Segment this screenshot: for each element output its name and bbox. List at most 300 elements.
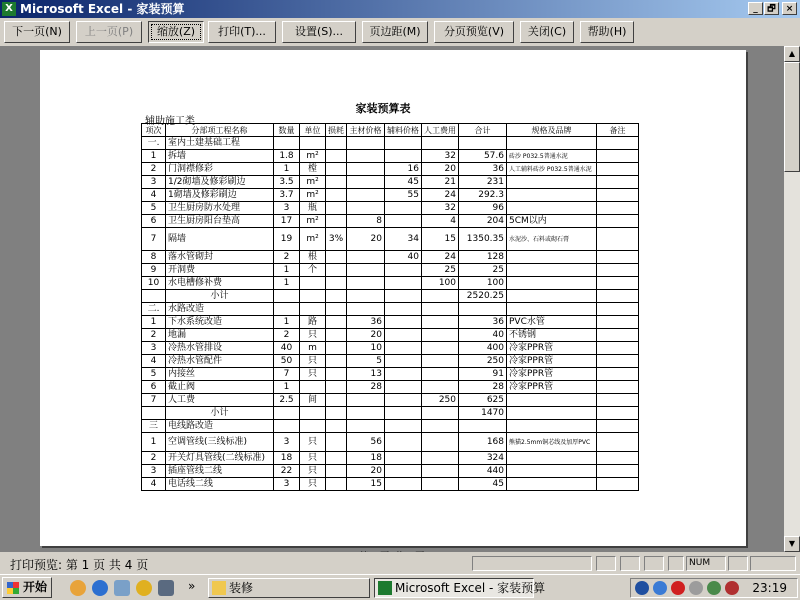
table-cell	[142, 290, 166, 303]
window-title: Microsoft Excel - 家装预算	[20, 2, 185, 16]
table-cell: 45	[385, 176, 422, 189]
table-cell: 8	[347, 215, 385, 228]
table-row	[142, 251, 639, 264]
table-cell	[385, 202, 422, 215]
table-cell: 水泥沙、石料或砌石膏	[507, 228, 597, 251]
table-cell: 卫生厨房防水处理	[166, 202, 274, 215]
table-cell	[347, 407, 385, 420]
table-cell: 50	[274, 355, 300, 368]
table-cell: 128	[459, 251, 507, 264]
table-cell	[597, 316, 639, 329]
table-cell	[597, 433, 639, 452]
table-cell: 只	[300, 465, 326, 478]
subtotal-row	[142, 290, 639, 303]
table-cell: 电话线二线	[166, 478, 274, 491]
column-header: 单位	[300, 124, 326, 137]
table-cell	[422, 420, 459, 433]
table-row	[142, 316, 639, 329]
status-panel	[596, 556, 616, 571]
minimize-button[interactable]: _	[748, 2, 763, 15]
table-cell: 冷家PPR管	[507, 381, 597, 394]
table-cell	[385, 303, 422, 316]
table-cell	[597, 452, 639, 465]
table-cell	[385, 433, 422, 452]
table-cell: 36	[459, 316, 507, 329]
title-bar	[0, 0, 800, 18]
task-label: Microsoft Excel - 家装预算	[395, 581, 546, 595]
windows-logo-icon	[7, 582, 19, 594]
table-cell: 25	[422, 264, 459, 277]
table-cell	[326, 150, 347, 163]
table-cell: 32	[422, 150, 459, 163]
table-cell: 20	[347, 465, 385, 478]
table-cell: 只	[300, 355, 326, 368]
table-cell: 1350.35	[459, 228, 507, 251]
network-icon[interactable]	[689, 581, 703, 595]
table-cell: 7	[142, 228, 166, 251]
table-cell: 樘	[300, 163, 326, 176]
table-cell	[507, 407, 597, 420]
table-cell	[597, 215, 639, 228]
table-cell	[274, 303, 300, 316]
table-cell: 冷家PPR管	[507, 342, 597, 355]
table-cell	[422, 303, 459, 316]
table-cell: 15	[347, 478, 385, 491]
table-cell: 二.	[142, 303, 166, 316]
table-cell	[597, 228, 639, 251]
table-cell	[597, 251, 639, 264]
table-cell: 3	[274, 202, 300, 215]
scroll-down-icon[interactable]: ▼	[784, 536, 800, 552]
table-cell: 5CM以内	[507, 215, 597, 228]
table-cell: 地漏	[166, 329, 274, 342]
table-cell: 100	[459, 277, 507, 290]
table-cell	[507, 394, 597, 407]
table-cell: 内接丝	[166, 368, 274, 381]
table-cell	[459, 137, 507, 150]
table-cell: 拆墙	[166, 150, 274, 163]
table-cell	[274, 290, 300, 303]
table-cell	[385, 137, 422, 150]
table-cell	[300, 290, 326, 303]
table-row	[142, 228, 639, 251]
table-cell	[422, 329, 459, 342]
table-cell	[347, 163, 385, 176]
status-panel	[750, 556, 796, 571]
table-cell	[300, 420, 326, 433]
table-row	[142, 355, 639, 368]
status-panel	[668, 556, 684, 571]
table-cell: 91	[459, 368, 507, 381]
task-label: 装修	[229, 581, 254, 595]
table-cell	[326, 355, 347, 368]
table-cell	[326, 303, 347, 316]
table-cell: 3.5	[274, 176, 300, 189]
table-cell	[385, 215, 422, 228]
table-cell	[597, 202, 639, 215]
table-cell	[597, 407, 639, 420]
scroll-up-icon[interactable]: ▲	[784, 46, 800, 62]
table-row	[142, 163, 639, 176]
table-cell	[347, 277, 385, 290]
table-row	[142, 342, 639, 355]
table-cell: 3	[274, 478, 300, 491]
table-cell: 3	[142, 342, 166, 355]
table-cell: 55	[385, 189, 422, 202]
subtotal-row	[142, 407, 639, 420]
table-cell: 3%	[326, 228, 347, 251]
table-cell	[507, 176, 597, 189]
table-cell: 28	[347, 381, 385, 394]
table-cell	[347, 150, 385, 163]
table-cell: 400	[459, 342, 507, 355]
table-row	[142, 329, 639, 342]
close-preview-button[interactable]: 关闭(C)	[520, 21, 574, 43]
table-cell: 只	[300, 368, 326, 381]
table-cell: 4	[142, 189, 166, 202]
table-cell: 4	[142, 355, 166, 368]
table-cell: 电线路改造	[166, 420, 274, 433]
table-cell	[326, 202, 347, 215]
table-cell: 40	[274, 342, 300, 355]
table-cell: 57.6	[459, 150, 507, 163]
table-cell: 32	[422, 202, 459, 215]
firefox-icon[interactable]	[70, 580, 86, 596]
table-cell: 只	[300, 452, 326, 465]
table-cell	[507, 478, 597, 491]
table-cell	[326, 163, 347, 176]
table-cell: 25	[459, 264, 507, 277]
table-row	[142, 381, 639, 394]
table-cell	[507, 420, 597, 433]
table-cell: 28	[459, 381, 507, 394]
table-cell	[422, 452, 459, 465]
table-cell: 人工辅料砖沙 P032.5普通水泥	[507, 163, 597, 176]
table-cell: 440	[459, 465, 507, 478]
table-cell: 8	[142, 251, 166, 264]
table-cell	[507, 202, 597, 215]
table-cell: 只	[300, 478, 326, 491]
table-cell	[347, 264, 385, 277]
table-cell: 5	[142, 368, 166, 381]
table-cell	[597, 150, 639, 163]
table-cell	[385, 478, 422, 491]
internet-explorer-icon[interactable]	[92, 580, 108, 596]
table-cell: 4	[422, 215, 459, 228]
outlook-icon[interactable]	[114, 580, 130, 596]
page-break-preview-button[interactable]: 分页预览(V)	[434, 21, 514, 43]
table-cell	[326, 433, 347, 452]
table-row	[142, 150, 639, 163]
table-cell	[385, 150, 422, 163]
table-cell: 2	[274, 251, 300, 264]
preview-area[interactable]	[0, 46, 784, 552]
table-cell: 36	[347, 316, 385, 329]
restore-button[interactable]: 🗗	[764, 2, 779, 15]
speaker-icon[interactable]	[635, 581, 649, 595]
table-cell	[385, 381, 422, 394]
table-cell	[326, 251, 347, 264]
table-cell: 小计	[166, 290, 274, 303]
close-window-button[interactable]: ×	[782, 2, 797, 15]
table-cell: 2.5	[274, 394, 300, 407]
table-cell	[326, 176, 347, 189]
table-cell: 7	[274, 368, 300, 381]
table-cell: 20	[347, 329, 385, 342]
table-cell: 砖沙 P032.5普通水泥	[507, 150, 597, 163]
table-cell: 开洞费	[166, 264, 274, 277]
scroll-thumb[interactable]	[784, 62, 800, 172]
table-cell: 水电槽修补费	[166, 277, 274, 290]
table-row	[142, 452, 639, 465]
taskbar-item-excel[interactable]	[374, 578, 546, 598]
table-cell: 1470	[459, 407, 507, 420]
antivirus-icon[interactable]	[671, 581, 685, 595]
table-cell: 截止阀	[166, 381, 274, 394]
vertical-scrollbar[interactable]	[784, 46, 800, 552]
table-cell: 空调管线(三线标准)	[166, 433, 274, 452]
column-header: 人工费用	[422, 124, 459, 137]
table-cell	[422, 407, 459, 420]
table-cell	[459, 420, 507, 433]
status-text: 打印预览: 第 1 页 共 4 页	[10, 558, 149, 572]
more-arrow-icon[interactable]: »	[188, 579, 196, 593]
table-cell: 1	[142, 150, 166, 163]
table-cell	[326, 407, 347, 420]
table-cell: m²	[300, 189, 326, 202]
table-cell	[347, 137, 385, 150]
table-cell: 水路改造	[166, 303, 274, 316]
table-cell: 45	[459, 478, 507, 491]
sheet-title: 家装预算表	[355, 102, 411, 115]
table-cell: 室内土建基础工程	[166, 137, 274, 150]
table-cell	[385, 316, 422, 329]
table-cell	[507, 465, 597, 478]
column-header: 规格及品牌	[507, 124, 597, 137]
table-cell: 三	[142, 420, 166, 433]
table-cell	[300, 407, 326, 420]
next-page-button[interactable]: 下一页(N)	[4, 21, 70, 43]
table-cell: 20	[347, 228, 385, 251]
table-cell: 16	[385, 163, 422, 176]
table-cell: 13	[347, 368, 385, 381]
section-row	[142, 137, 639, 150]
table-cell	[422, 342, 459, 355]
table-cell: 22	[274, 465, 300, 478]
system-tray	[630, 578, 798, 598]
table-cell	[347, 394, 385, 407]
excel-app-icon[interactable]: X	[2, 2, 16, 16]
table-cell	[385, 407, 422, 420]
table-cell	[597, 264, 639, 277]
setup-button[interactable]: 设置(S)...	[282, 21, 356, 43]
table-cell: 56	[347, 433, 385, 452]
table-cell: m²	[300, 215, 326, 228]
table-cell: 2	[142, 452, 166, 465]
table-cell	[597, 290, 639, 303]
table-cell	[385, 277, 422, 290]
table-cell: 1/2砌墙及修彩刷边	[166, 176, 274, 189]
table-cell: 250	[459, 355, 507, 368]
table-cell	[507, 452, 597, 465]
table-cell: 门洞襟修彩	[166, 163, 274, 176]
table-cell	[385, 452, 422, 465]
help-button[interactable]: 帮助(H)	[580, 21, 634, 43]
table-cell	[326, 478, 347, 491]
table-cell: 100	[422, 277, 459, 290]
table-cell	[597, 163, 639, 176]
table-cell: 1	[274, 277, 300, 290]
table-cell	[347, 176, 385, 189]
table-cell	[422, 478, 459, 491]
table-cell	[422, 316, 459, 329]
table-cell: 168	[459, 433, 507, 452]
table-cell	[385, 465, 422, 478]
table-cell: 36	[459, 163, 507, 176]
table-cell: 1	[274, 316, 300, 329]
table-cell	[597, 329, 639, 342]
margins-button[interactable]: 页边距(M)	[362, 21, 428, 43]
table-cell: 40	[385, 251, 422, 264]
table-cell: 1	[274, 264, 300, 277]
table-cell: 20	[422, 163, 459, 176]
table-cell: 24	[422, 251, 459, 264]
table-row	[142, 202, 639, 215]
table-cell	[300, 137, 326, 150]
section-row	[142, 420, 639, 433]
table-cell: PVC水管	[507, 316, 597, 329]
table-cell: 24	[422, 189, 459, 202]
table-cell: 3	[274, 433, 300, 452]
table-cell: 9	[142, 264, 166, 277]
table-cell: 204	[459, 215, 507, 228]
table-cell	[326, 381, 347, 394]
table-row	[142, 176, 639, 189]
table-cell	[507, 189, 597, 202]
table-cell: 19	[274, 228, 300, 251]
table-cell	[597, 368, 639, 381]
num-lock-indicator: NUM	[686, 556, 726, 571]
table-cell	[597, 303, 639, 316]
table-cell	[326, 264, 347, 277]
table-cell: 2	[142, 163, 166, 176]
table-cell: 250	[422, 394, 459, 407]
media-player-icon[interactable]	[136, 580, 152, 596]
table-cell	[347, 251, 385, 264]
table-cell	[507, 290, 597, 303]
table-cell	[422, 381, 459, 394]
table-cell: 熊猫2.5mm铜芯线及加厚PVC	[507, 433, 597, 452]
table-cell: 18	[347, 452, 385, 465]
table-cell	[597, 478, 639, 491]
table-cell	[326, 277, 347, 290]
taskbar-item-folder[interactable]	[208, 578, 370, 598]
table-cell: 625	[459, 394, 507, 407]
status-panel	[644, 556, 664, 571]
table-cell: 卫生厨房阳台垫高	[166, 215, 274, 228]
table-cell	[385, 342, 422, 355]
table-cell	[347, 290, 385, 303]
table-cell	[300, 277, 326, 290]
table-cell: 1砌墙及修彩刷边	[166, 189, 274, 202]
table-cell	[347, 303, 385, 316]
table-cell: 只	[300, 433, 326, 452]
previous-page-button[interactable]: 上一页(P)	[76, 21, 142, 43]
table-cell	[507, 137, 597, 150]
table-cell: 4	[142, 478, 166, 491]
table-cell: 冷热水管排设	[166, 342, 274, 355]
table-cell	[326, 452, 347, 465]
column-header: 辅料价格	[385, 124, 422, 137]
table-cell: 只	[300, 329, 326, 342]
table-cell	[597, 394, 639, 407]
zoom-button[interactable]: 缩放(Z)	[148, 21, 204, 43]
table-cell	[326, 215, 347, 228]
table-cell	[597, 176, 639, 189]
table-cell	[459, 303, 507, 316]
table-cell	[422, 465, 459, 478]
table-cell: 15	[422, 228, 459, 251]
table-cell	[274, 420, 300, 433]
table-cell	[385, 264, 422, 277]
table-cell: 292.3	[459, 189, 507, 202]
table-cell	[597, 277, 639, 290]
table-cell	[422, 137, 459, 150]
table-cell: 1	[274, 163, 300, 176]
table-cell	[422, 368, 459, 381]
start-button[interactable]	[2, 577, 52, 598]
table-cell: 路	[300, 316, 326, 329]
section-caption: 辅助施工类	[145, 116, 195, 127]
table-cell	[326, 329, 347, 342]
column-header: 项次	[142, 124, 166, 137]
status-bar	[0, 552, 800, 574]
table-row	[142, 264, 639, 277]
table-cell	[326, 420, 347, 433]
table-cell: 1.8	[274, 150, 300, 163]
clock: 23:19	[752, 581, 787, 595]
table-cell	[326, 368, 347, 381]
table-cell: 5	[347, 355, 385, 368]
table-cell	[385, 290, 422, 303]
table-cell: 个	[300, 264, 326, 277]
security-shield-icon[interactable]	[653, 581, 667, 595]
desktop-icon[interactable]	[158, 580, 174, 596]
table-cell: 2	[274, 329, 300, 342]
table-cell: 34	[385, 228, 422, 251]
table-cell	[385, 329, 422, 342]
table-cell: 根	[300, 251, 326, 264]
table-row	[142, 215, 639, 228]
table-row	[142, 277, 639, 290]
print-button[interactable]: 打印(T)...	[208, 21, 276, 43]
table-cell	[385, 355, 422, 368]
table-cell: 10	[142, 277, 166, 290]
table-cell: 96	[459, 202, 507, 215]
column-header: 主材价格	[347, 124, 385, 137]
table-cell	[326, 189, 347, 202]
table-cell: 3	[142, 176, 166, 189]
table-cell	[300, 303, 326, 316]
table-cell	[597, 465, 639, 478]
table-cell: m²	[300, 150, 326, 163]
tool-icon[interactable]	[707, 581, 721, 595]
table-cell: 6	[142, 381, 166, 394]
table-cell	[597, 355, 639, 368]
table-cell	[326, 137, 347, 150]
table-cell	[385, 368, 422, 381]
app-tray-icon[interactable]	[725, 581, 739, 595]
